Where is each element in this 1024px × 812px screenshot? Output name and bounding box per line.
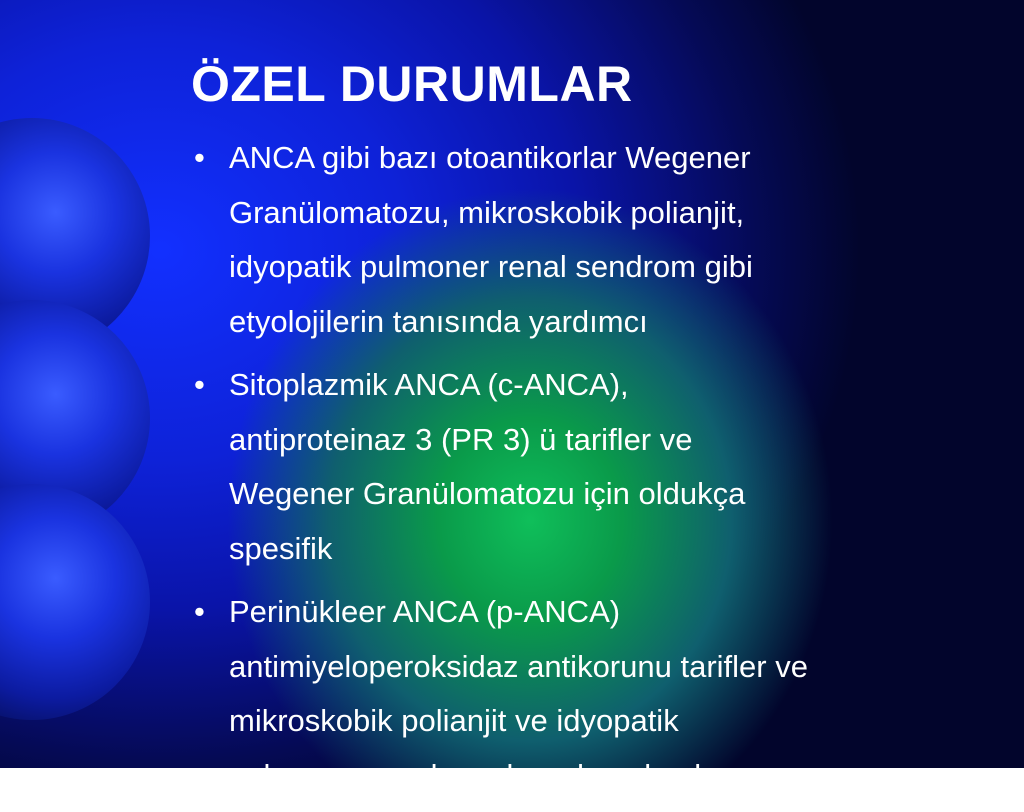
bullet-line: etyolojilerin tanısında yardımcı [229, 303, 648, 339]
bullet-item [190, 585, 990, 803]
bullet-item [190, 358, 990, 576]
bullet-item [190, 131, 990, 349]
bullet-line: antiproteinaz 3 (PR 3) ü tarifler ve [229, 421, 693, 457]
bullet-icon: • [194, 367, 205, 402]
bullet-line: Granülomatozu, mikroskobik polianjit, [229, 194, 745, 230]
decorative-sphere [0, 484, 150, 720]
bullet-line: pulmoner-renal sendromda anlamlı [229, 757, 710, 793]
slide-title: ÖZEL DURUMLAR [191, 56, 633, 112]
bullet-line: ANCA gibi bazı otoantikorlar Wegener [229, 140, 751, 175]
bullet-icon: • [194, 594, 205, 629]
bullet-line: Perinükleer ANCA (p-ANCA) [229, 594, 621, 629]
bullet-line: Sitoplazmik ANCA (c-ANCA), [229, 367, 629, 402]
bullet-line: antimiyeloperoksidaz antikorunu tarifler ve [229, 648, 808, 684]
bullet-line: mikroskobik polianjit ve idyopatik [229, 703, 679, 738]
bullet-line: Wegener Granülomatozu için oldukça [229, 476, 746, 511]
bullet-line: idyopatik pulmoner renal sendrom gibi [229, 249, 753, 284]
bullet-list [190, 131, 990, 812]
bullet-icon: • [194, 140, 205, 175]
bullet-line: spesifik [229, 530, 333, 566]
